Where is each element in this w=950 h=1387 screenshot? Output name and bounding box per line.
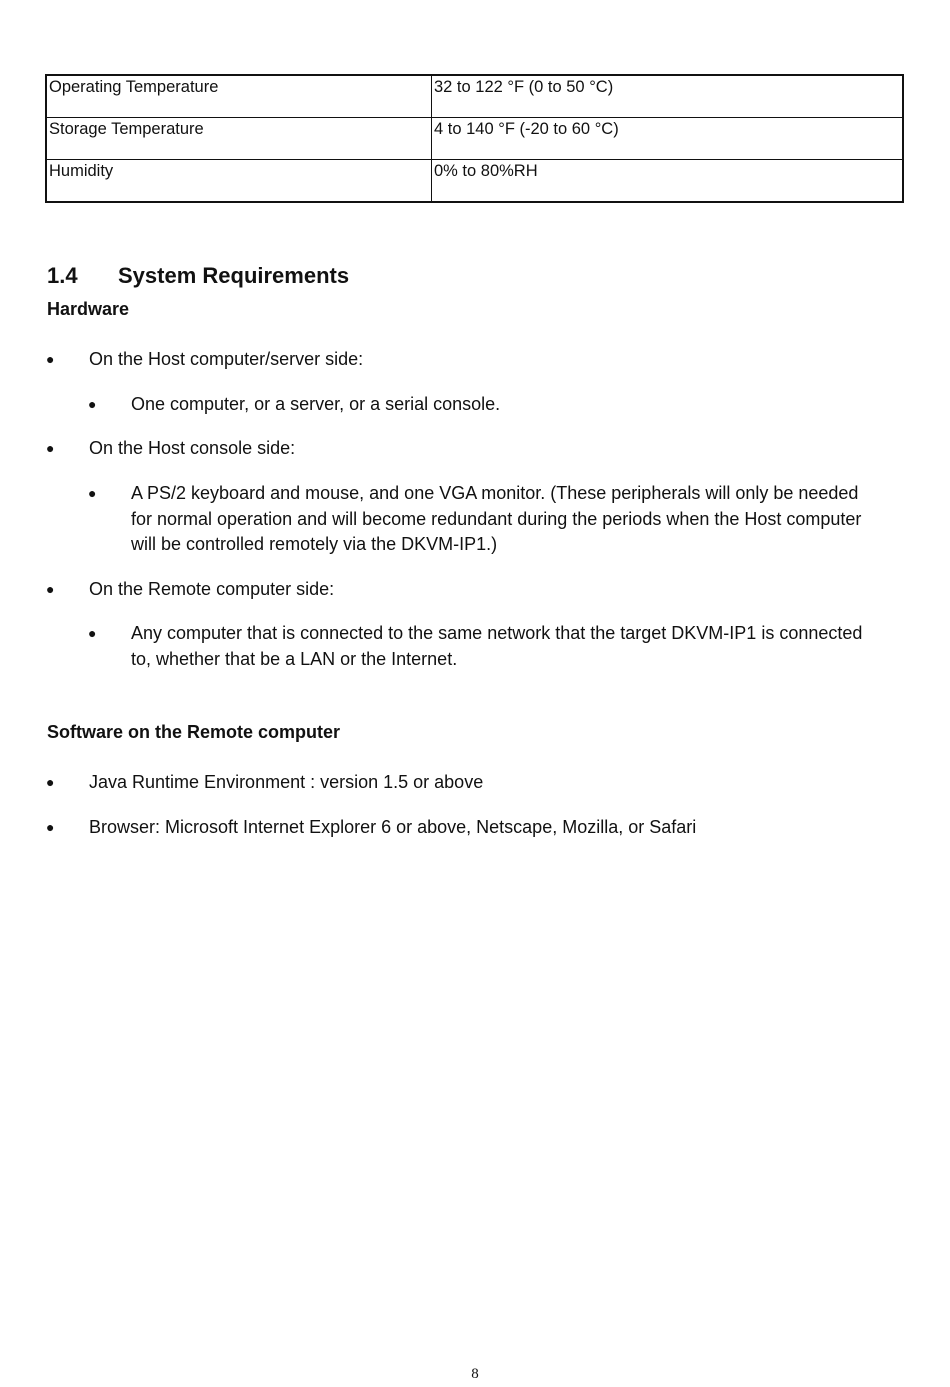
list-item-text: On the Remote computer side: (89, 579, 335, 599)
spec-value: 0% to 80%RH (432, 160, 904, 203)
bullet-icon: ● (46, 774, 55, 790)
page-number: 8 (471, 1366, 479, 1382)
section-title: System Requirements (118, 263, 350, 288)
bullet-icon: ● (46, 440, 55, 456)
bullet-icon: ● (46, 581, 55, 597)
spec-value: 4 to 140 °F (-20 to 60 °C) (432, 118, 904, 160)
software-heading: Software on the Remote computer (47, 722, 341, 742)
list-item-text: Java Runtime Environment : version 1.5 or above (89, 772, 484, 792)
section-number: 1.4 (47, 263, 78, 288)
list-item (46, 436, 889, 462)
list-item-text: Any computer that is connected to the same network that the target DKVM-IP1 is connected to, whether that be a LAN or the Internet. (131, 623, 863, 669)
list-item (88, 392, 871, 418)
table-row (46, 160, 903, 203)
table-row (46, 118, 903, 160)
list-item (88, 481, 871, 558)
section-heading (47, 263, 349, 289)
bullet-icon: ● (88, 485, 97, 501)
list-item (46, 577, 889, 603)
list-item-text: Browser: Microsoft Internet Explorer 6 or above, Netscape, Mozilla, or Safari (89, 817, 697, 837)
list-item-text: On the Host computer/server side: (89, 349, 364, 369)
bullet-icon: ● (88, 396, 97, 412)
list-item (46, 815, 889, 841)
hardware-heading: Hardware (47, 299, 130, 319)
spec-value: 32 to 122 °F (0 to 50 °C) (432, 75, 904, 118)
list-item-text: One computer, or a server, or a serial console. (131, 394, 501, 414)
table-row (46, 75, 903, 118)
spec-label: Storage Temperature (46, 118, 432, 160)
list-item (46, 770, 889, 796)
list-item-text: On the Host console side: (89, 438, 296, 458)
spec-label: Humidity (46, 160, 432, 203)
bullet-icon: ● (46, 819, 55, 835)
list-item-text: A PS/2 keyboard and mouse, and one VGA monitor. (These peripherals will only be needed for normal operation and will become redundant during the periods when the Host computer will be controlled remotely via the DKVM-IP1.) (131, 483, 862, 554)
spec-label: Operating Temperature (46, 75, 432, 118)
list-item (88, 621, 871, 672)
list-item (46, 347, 889, 373)
bullet-icon: ● (88, 625, 97, 641)
bullet-icon: ● (46, 351, 55, 367)
environment-spec-table (45, 74, 904, 203)
